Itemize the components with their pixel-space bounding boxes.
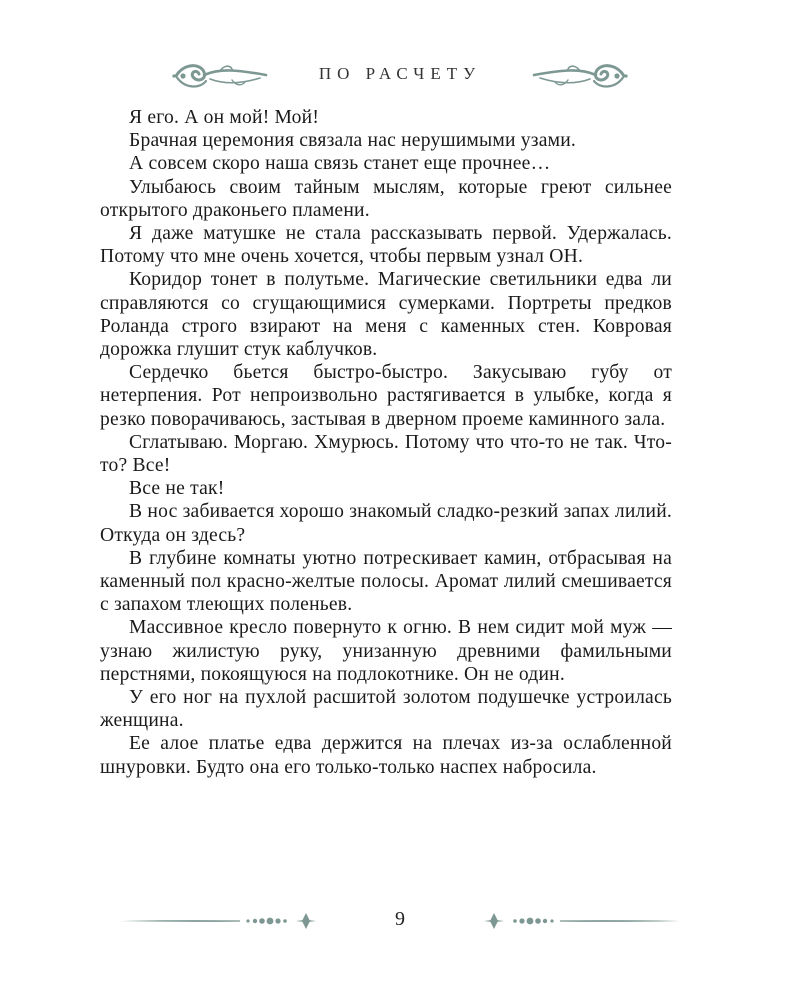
paragraph: Ее алое платье едва держится на плечах из-за ослабленной шнуровки. Будто она его только-только наспех набросила. [100, 733, 672, 778]
paragraph: Я его. А он мой! Мой! [129, 107, 320, 128]
paragraph: Улыбаюсь своим тайным мыслям, которые греют сильнее открытого драконьего пламени. [100, 176, 672, 221]
paragraph: Я даже матушке не стала рассказывать первой. Удержалась. Потому что мне очень хочется, чтобы первым узнал ОН. [100, 223, 672, 268]
paragraph: Коридор тонет в полутьме. Магические светильники едва ли справляются со сгущающимися сумерками. Портреты предков Роланда строго взирают на меня с каменных стен. Ковровая дорожка глушит стук каблучков. [100, 269, 672, 361]
page-number: 9 [395, 908, 405, 930]
paragraph: Сглатываю. Моргаю. Хмурюсь. Потому что что-то не так. Что-то? Все! [100, 431, 672, 477]
dotted-flourish-icon [120, 911, 320, 931]
paragraph: Брачная церемония связала нас нерушимыми узами. [129, 130, 576, 152]
paragraph: В нос забивается хорошо знакомый сладко-резкий запах лилий. Откуда он здесь? [100, 501, 672, 546]
running-header-title: ПО РАСЧЕТУ [318, 64, 482, 83]
dotted-flourish-icon [480, 911, 680, 931]
paragraph: Массивное кресло повернуто к огню. В нем сидит мой муж — узнаю жилистую руку, унизанную древними фамильными перстнями, покоящуюся на подлокотнике. Он не один. [100, 617, 672, 685]
body-text [100, 106, 672, 779]
paragraph: Сердечко бьется быстро-быстро. Закусываю губу от нетерпения. Рот непроизвольно растягивается в улыбке, когда я резко поворачиваюсь, застывая в дверном проеме каминного зала. [100, 362, 672, 430]
scroll-flourish-icon [170, 56, 270, 96]
paragraph: У его ног на пухлой расшитой золотом подушечке устроилась женщина. [100, 687, 672, 732]
scroll-flourish-icon [530, 56, 630, 96]
running-header [170, 52, 630, 102]
paragraph: А совсем скоро наша связь станет еще прочнее… [129, 153, 551, 175]
paragraph: Все не так! [129, 478, 225, 500]
page-footer [120, 906, 680, 936]
paragraph: В глубине комнаты уютно потрескивает камин, отбрасывая на каменный пол красно-желтые полосы. Аромат лилий смешивается с запахом тлеющих поленьев. [100, 547, 672, 616]
